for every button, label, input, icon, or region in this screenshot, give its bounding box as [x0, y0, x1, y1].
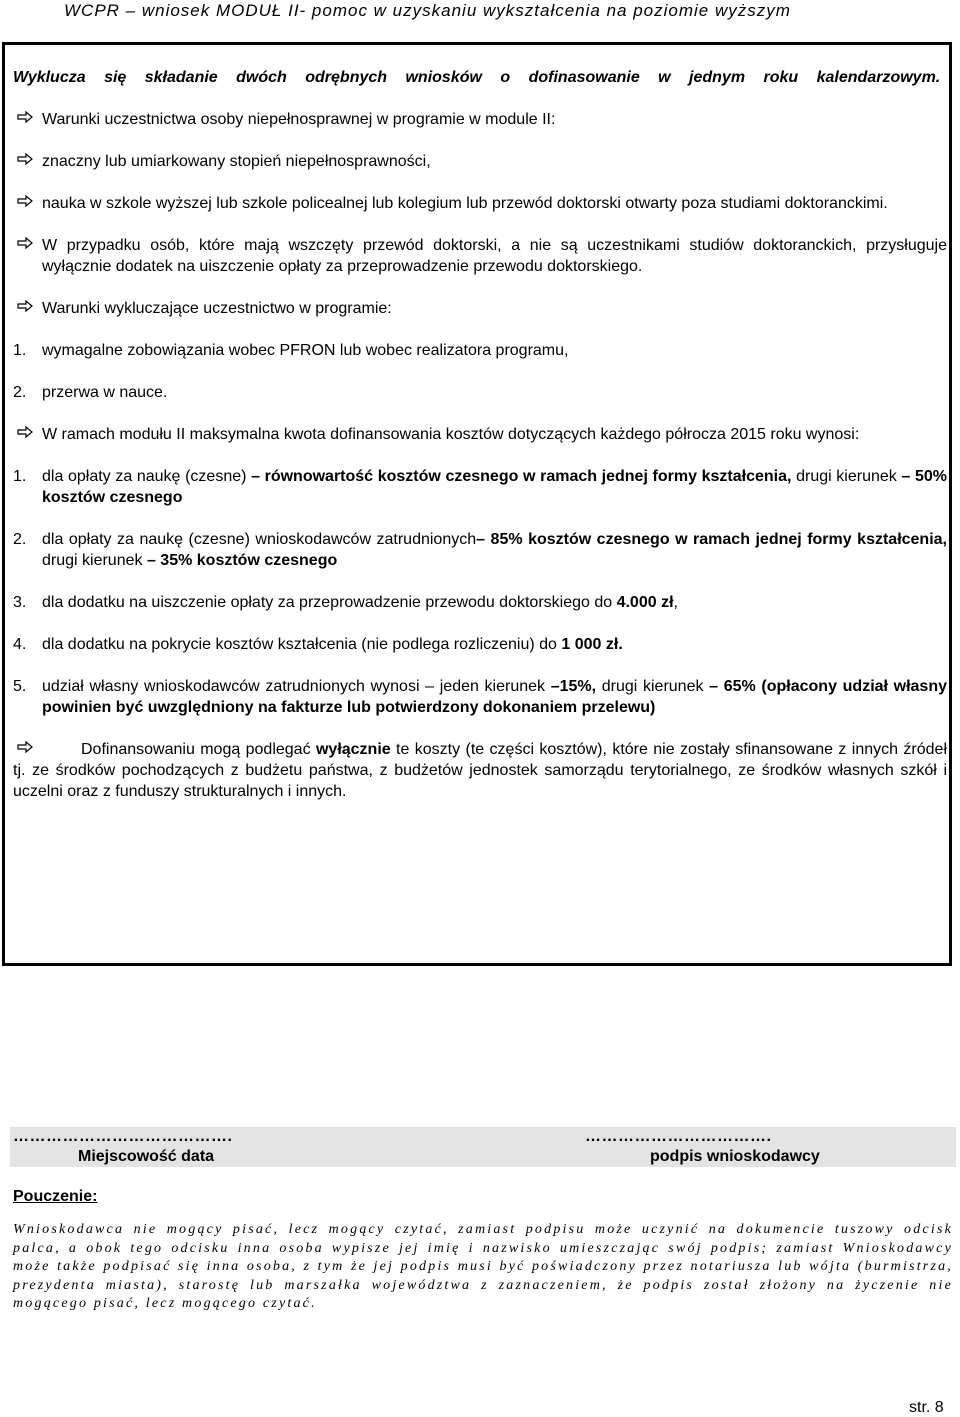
numbered-item: 2. dla opłaty za naukę (czesne) wnioskodawców zatrudnionych– 85% kosztów czesnego w ramach jednej formy kształcenia, drugi kierunek – 35% kosztów czesnego — [13, 531, 947, 569]
arrow-icon — [17, 300, 33, 312]
instruction-text: Wnioskodawca nie mogący pisać, lecz mogący czytać, zamiast podpisu może uczynić na dokumencie tuszowy odcisk palca, a obok tego odcisku inna osoba wypisze jej imię i nazwisko umieszczając swój podpis; zamiast Wnioskodawcy może także podpisać się inna osoba, z tym że jej podpis musi być poświadczony przez notariusza lub wójta (burmistrza, prezydenta miasta), starostę lub marszałka województwa z zaznaczeniem, że podpis został złożony na życzenie nie mogącego pisać, lecz mogącego czytać. — [13, 1222, 953, 1311]
bullet-item: nauka w szkole wyższej lub szkole policealnej lub kolegium lub przewód doktorski otwarty poza studiami doktoranckimi. — [13, 193, 947, 214]
signature-dots-sign: ……………………………. — [585, 1128, 772, 1145]
arrow-icon — [17, 195, 33, 207]
info-box — [2, 42, 952, 966]
numbered-item: 3. dla dodatku na uiszczenie opłaty za przeprowadzenie przewodu doktorskiego do 4.000 zł, — [13, 594, 678, 611]
instruction-title: Pouczenie: — [13, 1188, 98, 1205]
numbered-item: 5. udział własny wnioskodawców zatrudnionych wynosi – jeden kierunek –15%, drugi kierunek – 65% (opłacony udział własny powinien być uwzględniony na fakturze lub potwierdzony dokonaniem przelewu) — [13, 678, 948, 716]
intro-text: Wyklucza się składanie dwóch odrębnych wniosków o dofinasowanie w jednym roku kalendarzowym. — [13, 69, 941, 86]
bullet-item: Warunki uczestnictwa osoby niepełnosprawnej w programie w module II: — [13, 109, 947, 130]
bullet-item: znaczny lub umiarkowany stopień niepełnosprawności, — [13, 151, 947, 172]
numbered-item: 1. dla opłaty za naukę (czesne) – równowartość kosztów czesnego w ramach jednej formy kształcenia, drugi kierunek – 50% kosztów czesnego — [13, 468, 947, 506]
arrow-icon — [17, 741, 33, 753]
bullet-item: Warunki wykluczające uczestnictwo w programie: — [13, 298, 947, 319]
arrow-icon — [17, 426, 33, 438]
signature-label: podpis wnioskodawcy — [650, 1148, 820, 1165]
bullet-item: W przypadku osób, które mają wszczęty przewód doktorski, a nie są uczestnikami studiów doktoranckich, przysługuje wyłącznie dodatek na uiszczenie opłaty za przeprowadzenie przewodu doktorskiego. — [13, 235, 947, 277]
numbered-item: 4. dla dodatku na pokrycie kosztów kształcenia (nie podlega rozliczeniu) do 1 000 zł. — [13, 636, 623, 653]
bullet-item: W ramach modułu II maksymalna kwota dofinansowania kosztów dotyczących każdego półrocza 2015 roku wynosi: — [13, 424, 947, 445]
document-header: WCPR – wniosek MODUŁ II- pomoc w uzyskaniu wykształcenia na poziomie wyższym — [64, 1, 791, 20]
place-date-label: Miejscowość data — [78, 1148, 215, 1165]
arrow-icon — [17, 153, 33, 165]
arrow-icon — [17, 237, 33, 249]
signature-dots-place: …………………………………. — [13, 1128, 233, 1145]
info-content — [13, 67, 947, 802]
numbered-item: 1. wymagalne zobowiązania wobec PFRON lub wobec realizatora programu, — [13, 342, 569, 359]
arrow-icon — [17, 111, 33, 123]
numbered-item: 2. przerwa w nauce. — [13, 384, 168, 401]
page-number: str. 8 — [909, 1399, 944, 1416]
final-note: Dofinansowaniu mogą podlegać wyłącznie te koszty (te części kosztów), które nie zostały sfinansowane z innych źródeł tj. ze środków pochodzących z budżetu państwa, z budżetów jednostek samorządu terytorialnego, ze środków własnych szkół i uczelni oraz z funduszy strukturalnych i innych. — [13, 741, 948, 800]
